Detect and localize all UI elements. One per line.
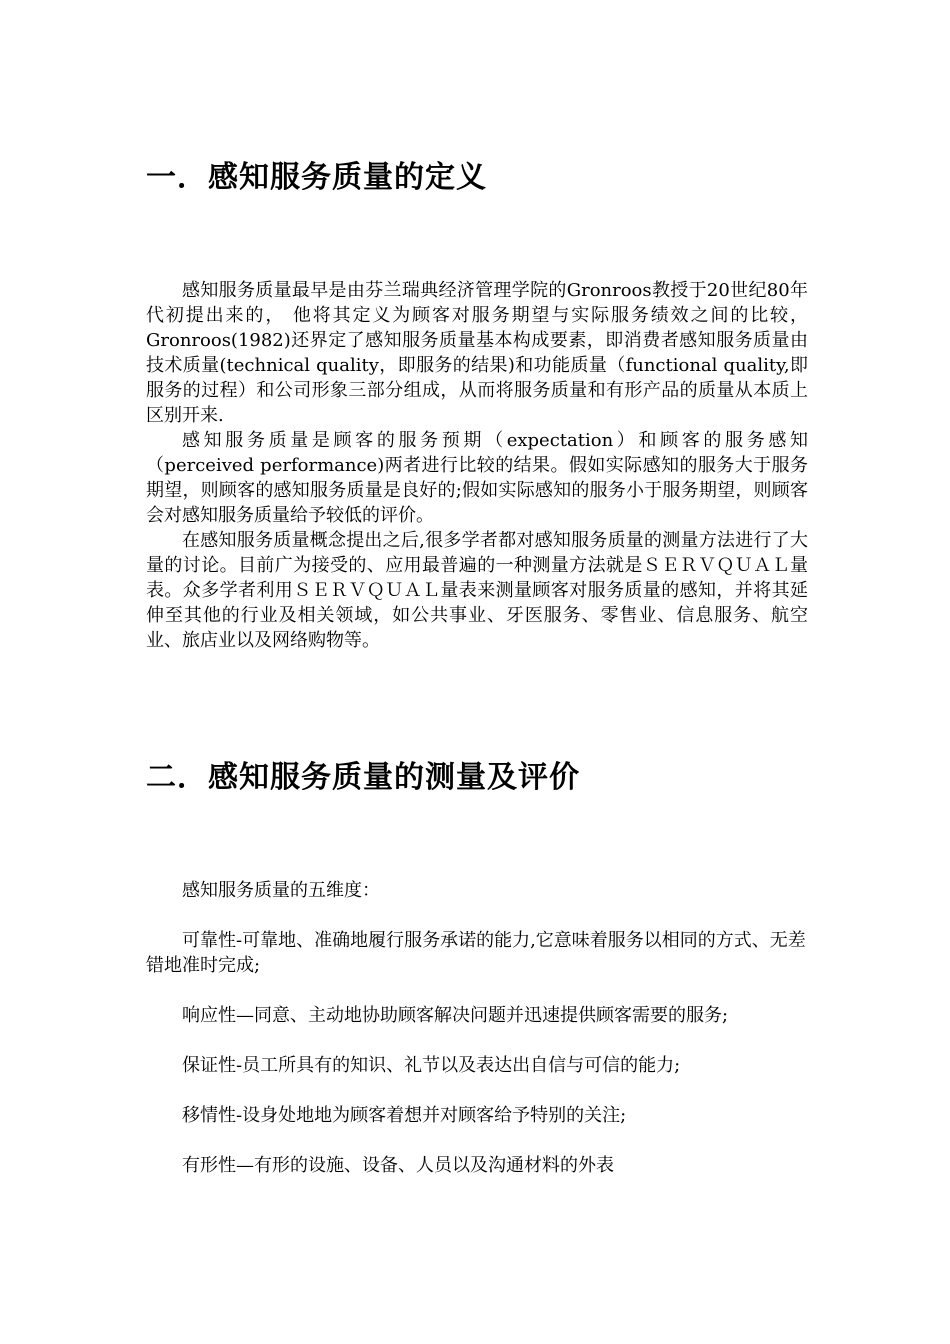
section-1-heading: 一．感知服务质量的定义 bbox=[146, 160, 487, 195]
section-2-heading: 二．感知服务质量的测量及评价 bbox=[146, 760, 580, 795]
section-2-body bbox=[146, 878, 808, 1178]
section-1-paragraph-1: 感知服务质量最早是由芬兰瑞典经济管理学院的Gronroos教授于20世纪80年代初提出来的， 他将其定义为顾客对服务期望与实际服务绩效之间的比较，Gronroos(1982)还界定了感知服务质量基本构成要素，即消费者感知服务质量由技术质量(technical quality，即服务的结果)和功能质量（functional quality,即服务的过程）和公司形象三部分组成，从而将服务质量和有形产品的质量从本质上区别开来. bbox=[146, 280, 809, 426]
section-1-paragraph-3: 在感知服务质量概念提出之后,很多学者都对感知服务质量的测量方法进行了大量的讨论。目前广为接受的、应用最普遍的一种测量方法就是ＳＥＲＶＱＵＡＬ量表。众多学者利用ＳＥＲＶＱＵＡＬ量表来测量顾客对服务质量的感知，并将其延伸至其他的行业及相关领域，如公共事业、牙医服务、零售业、信息服务、航空业、旅店业以及网络购物等。 bbox=[146, 530, 808, 651]
section-1-body bbox=[146, 278, 808, 653]
dimension-empathy: 移情性-设身处地地为顾客着想并对顾客给予特别的关注; bbox=[182, 1105, 627, 1126]
section-1-paragraph-2: 感知服务质量是顾客的服务预期（expectation）和顾客的服务感知（perceived performance)两者进行比较的结果。假如实际感知的服务大于服务期望，则顾客的感知服务质量是良好的;假如实际感知的服务小于服务期望，则顾客会对感知服务质量给予较低的评价。 bbox=[146, 430, 808, 526]
dimensions-intro: 感知服务质量的五维度： bbox=[182, 880, 380, 901]
dimension-assurance: 保证性-员工所具有的知识、礼节以及表达出自信与可信的能力; bbox=[182, 1055, 681, 1076]
dimension-reliability: 可靠性-可靠地、准确地履行服务承诺的能力,它意味着服务以相同的方式、无差错地准时完成; bbox=[146, 930, 806, 976]
dimension-tangibles: 有形性—有形的设施、设备、人员以及沟通材料的外表 bbox=[182, 1155, 614, 1176]
dimension-responsiveness: 响应性—同意、主动地协助顾客解决问题并迅速提供顾客需要的服务; bbox=[182, 1005, 729, 1026]
